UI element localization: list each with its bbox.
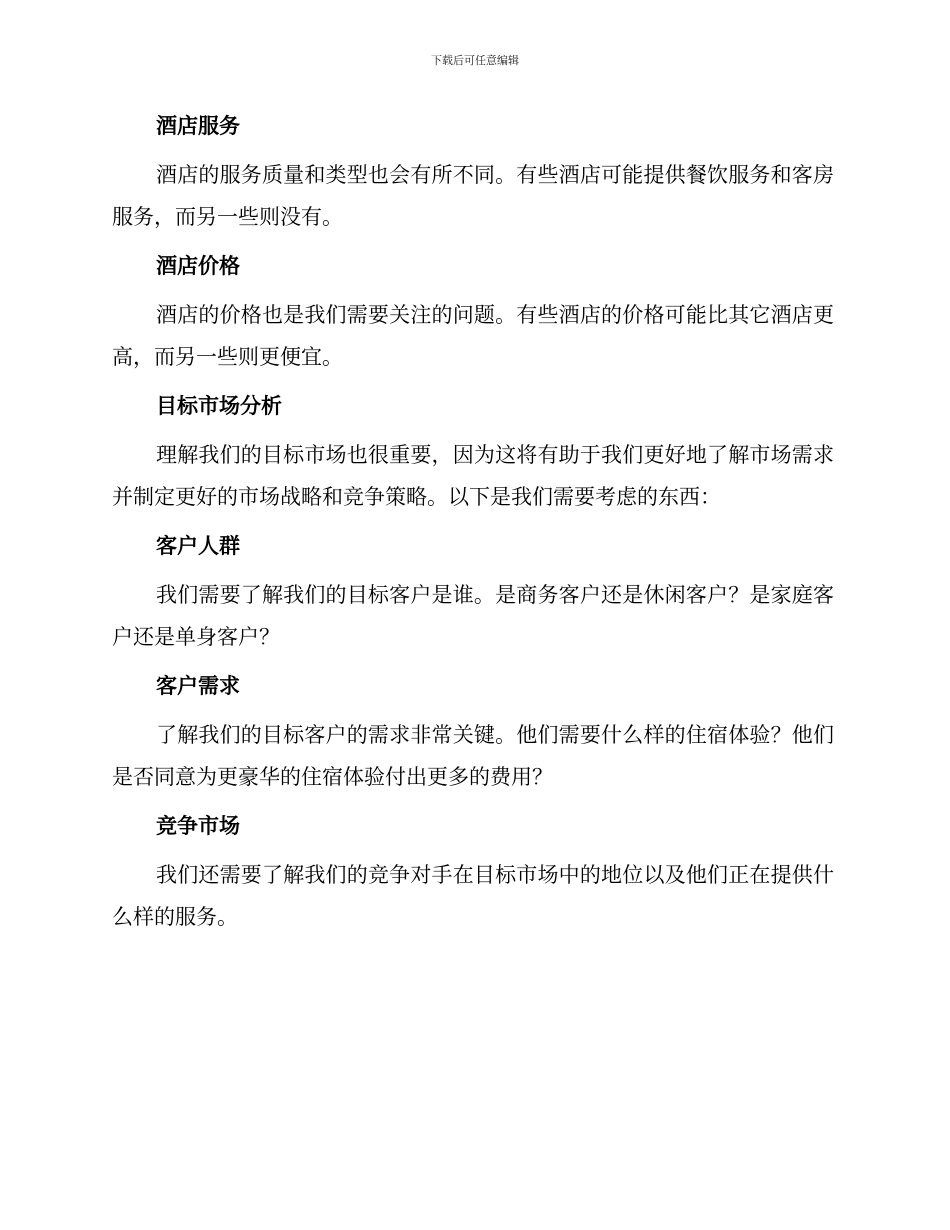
page-header: 下载后可任意编辑 (431, 54, 519, 67)
section-target-market (112, 388, 834, 528)
section-hotel-service (112, 108, 834, 248)
section-heading: 目标市场分析 (156, 393, 282, 418)
section-customer-needs (112, 668, 834, 808)
section-paragraph: 酒店的价格也是我们需要关注的问题。有些酒店的价格可能比其它酒店更高，而另一些则更便宜。 (112, 303, 834, 369)
section-paragraph: 酒店的服务质量和类型也会有所不同。有些酒店可能提供餐饮服务和客房服务，而另一些则没有。 (112, 163, 834, 229)
section-paragraph: 理解我们的目标市场也很重要，因为这将有助于我们更好地了解市场需求并制定更好的市场战略和竞争策略。以下是我们需要考虑的东西： (112, 443, 834, 509)
section-heading: 竞争市场 (156, 813, 240, 838)
section-heading: 酒店服务 (156, 113, 240, 138)
section-heading: 客户需求 (156, 673, 240, 698)
section-hotel-price (112, 248, 834, 388)
section-customer-group (112, 528, 834, 668)
section-paragraph: 我们还需要了解我们的竞争对手在目标市场中的地位以及他们正在提供什么样的服务。 (112, 863, 834, 929)
section-competition-market (112, 808, 834, 938)
document-body (112, 108, 834, 938)
section-paragraph: 我们需要了解我们的目标客户是谁。是商务客户还是休闲客户？是家庭客户还是单身客户？ (112, 583, 834, 649)
section-heading: 酒店价格 (156, 253, 240, 278)
section-heading: 客户人群 (156, 533, 240, 558)
section-paragraph: 了解我们的目标客户的需求非常关键。他们需要什么样的住宿体验？他们是否同意为更豪华的住宿体验付出更多的费用？ (112, 723, 834, 789)
